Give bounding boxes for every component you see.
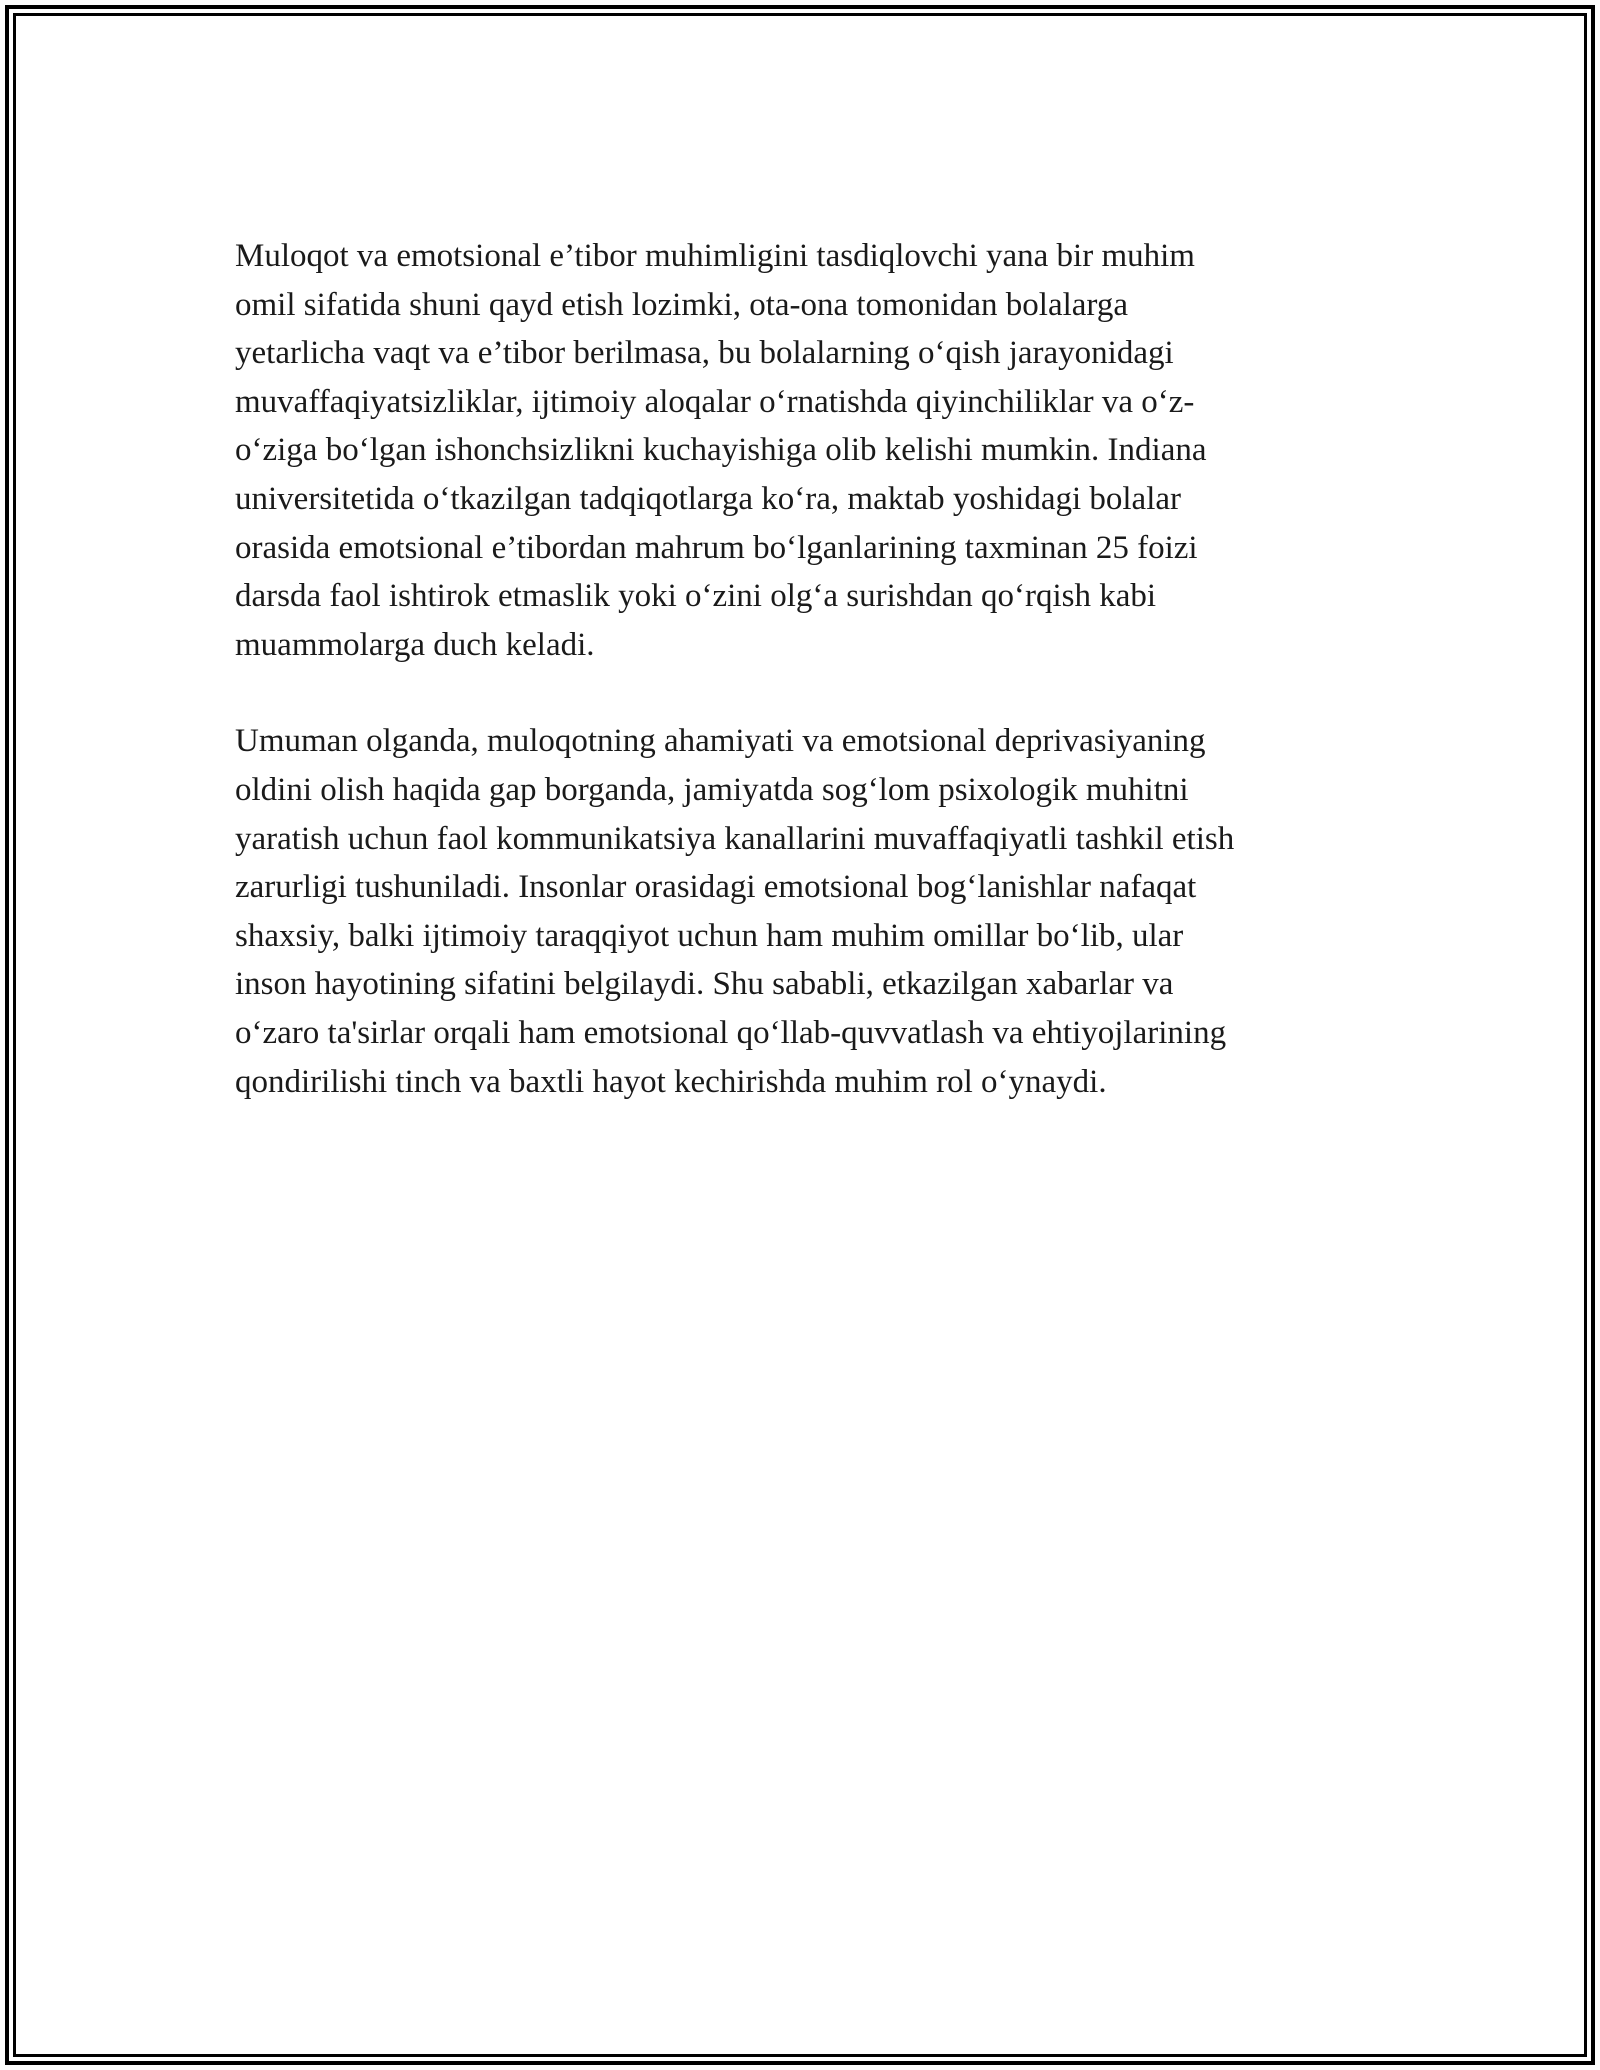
paragraph-1: Muloqot va emotsional e’tibor muhimligini tasdiqlovchi yana bir muhim omil sifatida shuni qayd etish lozimki, ota-ona tomonidan bolalarga yetarlicha vaqt va e’tibor berilmasa, bu bolalarning o‘qish jarayonidagi muvaffaqiyatsizliklar, ijtimoiy aloqalar o‘rnatishda qiyinchiliklar va o‘z- o‘ziga bo‘lgan ishonchsizlikni kuchayishiga olib kelishi mumkin. Indiana universitetida o‘tkazilgan tadqiqotlarga ko‘ra, maktab yoshidagi bolalar orasida emotsional e’tibordan mahrum bo‘lganlarining taxminan 25 foizi darsda faol ishtirok etmaslik yoki o‘zini olg‘a surishdan qo‘rqish kabi muammolarga duch keladi. bbox=[235, 238, 1207, 663]
document-body bbox=[235, 232, 1350, 1154]
paragraph-2: Umuman olganda, muloqotning ahamiyati va emotsional deprivasiyaning oldini olish haqida gap borganda, jamiyatda sog‘lom psixologik muhitni yaratish uchun faol kommunikatsiya kanallarini muvaffaqiyatli tashkil etish zarurligi tushuniladi. Insonlar orasidagi emotsional bog‘lanishlar nafaqat shaxsiy, balki ijtimoiy taraqqiyot uchun ham muhim omillar bo‘lib, ular inson hayotining sifatini belgilaydi. Shu sababli, etkazilgan xabarlar va o‘zaro ta'sirlar orqali ham emotsional qo‘llab-quvvatlash va ehtiyojlarining qondirilishi tinch va baxtli hayot kechirishda muhim rol o‘ynaydi. bbox=[235, 723, 1235, 1100]
